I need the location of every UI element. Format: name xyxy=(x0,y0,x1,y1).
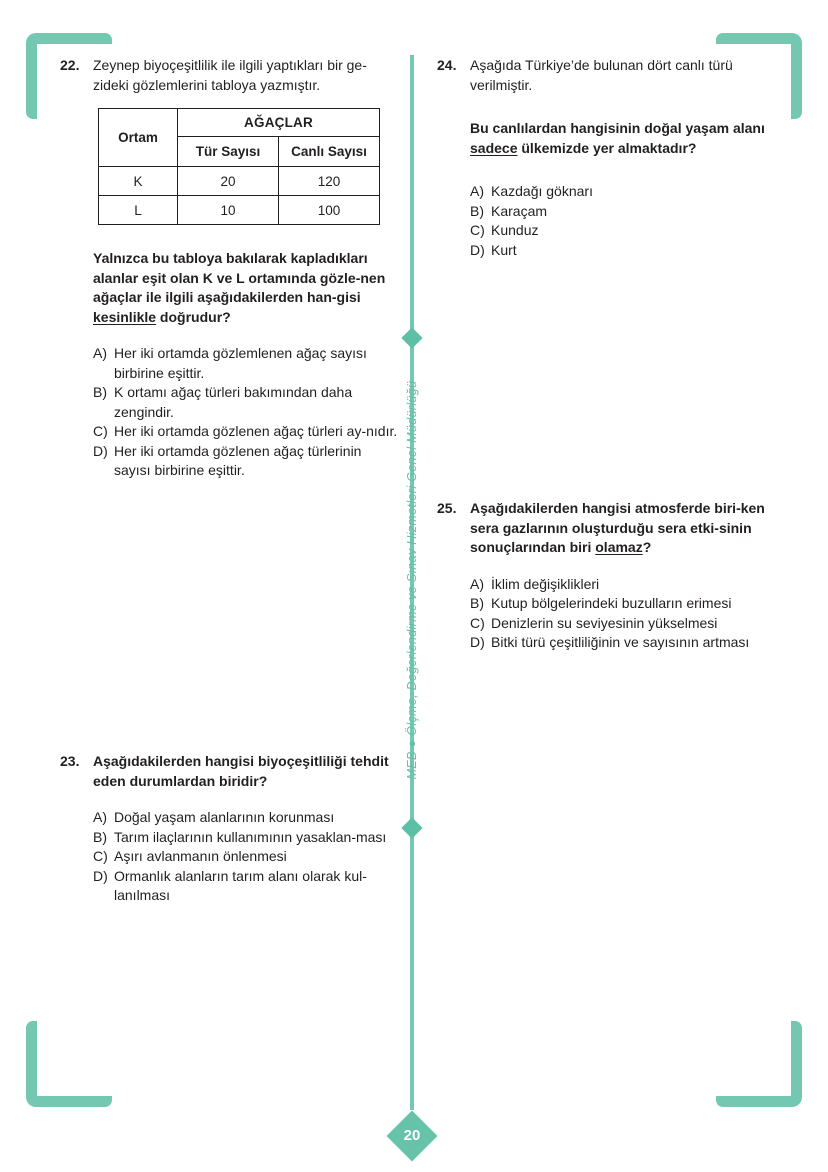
option-b-text: Karaçam xyxy=(491,202,548,219)
option-d-letter: D) xyxy=(470,241,485,258)
table-header-agaclar: AĞAÇLAR xyxy=(178,109,380,137)
question-25-prompt-part2: ? xyxy=(642,539,652,555)
option-c-letter: C) xyxy=(93,848,108,864)
page-number-badge xyxy=(387,1111,438,1162)
question-24-prompt-part1: Bu canlılardan hangisinin doğal yaşam alanı xyxy=(470,120,765,136)
divider-diamond-marker-top xyxy=(401,327,422,348)
publisher-vertical-text: MEB ● Ölçme, Değerlendirme ve Sınav Hizmetleri Genel Müdürlüğü xyxy=(405,380,419,780)
question-25-prompt-emphasis: olamaz xyxy=(595,539,643,555)
option-b-letter: B) xyxy=(93,384,107,400)
table-cell-organisms: 120 xyxy=(279,167,380,196)
option-a-text: Kazdağı göknarı xyxy=(491,183,593,199)
table-cell-organisms: 100 xyxy=(279,196,380,225)
question-22-prompt-part1: Yalnızca bu tabloya bakılarak kapladıkları alanlar eşit olan K ve L ortamında gözle-nen ağaçlar ile ilgili aşağıdakilerden han-gisi xyxy=(93,250,386,305)
trees-observation-table xyxy=(98,108,380,225)
option-a[interactable] xyxy=(93,808,398,828)
question-22 xyxy=(60,56,398,481)
question-24-prompt xyxy=(470,119,775,158)
option-c-text: Denizlerin su seviyesinin yükselmesi xyxy=(491,614,718,631)
question-23-options xyxy=(93,808,398,906)
option-b-letter: B) xyxy=(470,595,484,611)
option-a-letter: A) xyxy=(470,575,484,592)
option-d-text: Ormanlık alanların tarım alanı olarak kul-lanılması xyxy=(114,867,367,903)
option-d-text: Bitki türü çeşitliliğinin ve sayısının artması xyxy=(491,634,750,650)
option-a[interactable] xyxy=(470,182,775,202)
question-22-prompt-emphasis: kesinlikle xyxy=(93,308,157,325)
table-cell-species: 10 xyxy=(178,196,279,225)
left-column xyxy=(60,56,398,903)
option-c-text: Kunduz xyxy=(491,222,539,238)
table-header-tur-sayisi: Tür Sayısı xyxy=(178,137,279,167)
question-22-options xyxy=(93,344,398,481)
option-a[interactable] xyxy=(470,575,775,595)
question-22-prompt xyxy=(93,249,398,327)
table-header-ortam: Ortam xyxy=(99,109,178,167)
question-23 xyxy=(60,752,398,906)
option-b-letter: B) xyxy=(93,828,107,845)
option-c-text: Aşırı avlanmanın önlenmesi xyxy=(114,848,287,864)
page-number-label: 20 xyxy=(403,1127,421,1144)
option-d-letter: D) xyxy=(93,442,108,459)
option-a-letter: A) xyxy=(93,809,107,825)
question-23-number: 23. xyxy=(60,753,80,769)
table-row xyxy=(99,196,380,225)
question-24-number: 24. xyxy=(437,57,457,73)
option-a-text: Her iki ortamda gözlemlenen ağaç sayısı birbirine eşittir. xyxy=(114,345,367,381)
question-24 xyxy=(437,56,775,260)
option-b-text: Kutup bölgelerindeki buzulların erimesi xyxy=(491,595,732,611)
table-header-row-1 xyxy=(99,109,380,137)
table-cell-env: K xyxy=(99,167,178,196)
option-a-letter: A) xyxy=(470,183,484,199)
option-b[interactable] xyxy=(470,594,775,614)
table-header-canli-sayisi: Canlı Sayısı xyxy=(279,137,380,167)
option-d[interactable] xyxy=(470,633,775,653)
question-24-options xyxy=(470,182,775,260)
option-d-letter: D) xyxy=(470,634,485,650)
table-cell-env: L xyxy=(99,196,178,225)
option-b[interactable] xyxy=(93,828,398,848)
option-d[interactable] xyxy=(93,867,398,906)
option-b[interactable] xyxy=(470,202,775,222)
question-24-prompt-part2: ülkemizde yer almaktadır? xyxy=(517,139,697,156)
option-c-letter: C) xyxy=(470,222,485,238)
question-25 xyxy=(437,499,775,653)
option-a-text: İklim değişiklikleri xyxy=(491,575,600,592)
table-cell-species: 20 xyxy=(178,167,279,196)
option-d[interactable] xyxy=(470,241,775,261)
option-b-text: K ortamı ağaç türleri bakımından daha zengindir. xyxy=(114,384,353,420)
right-column xyxy=(437,56,775,650)
option-a-letter: A) xyxy=(93,345,107,361)
question-22-intro: Zeynep biyoçeşitlilik ile ilgili yaptıkları bir ge-zideki gözlemlerini tabloya yazmıştır. xyxy=(93,57,367,93)
option-b-letter: B) xyxy=(470,202,484,219)
option-d[interactable] xyxy=(93,442,398,481)
question-25-prompt xyxy=(470,499,775,558)
option-c[interactable] xyxy=(93,422,398,442)
table-row xyxy=(99,167,380,196)
question-22-table-wrapper xyxy=(98,108,398,225)
question-24-prompt-emphasis: sadece xyxy=(470,139,518,156)
option-c[interactable] xyxy=(93,847,398,867)
option-d-text: Her iki ortamda gözlenen ağaç türlerinin sayısı birbirine eşittir. xyxy=(114,442,362,478)
option-c-letter: C) xyxy=(93,423,108,439)
option-c[interactable] xyxy=(470,614,775,634)
option-a-text: Doğal yaşam alanlarının korunması xyxy=(114,809,335,825)
option-c[interactable] xyxy=(470,221,775,241)
option-c-text: Her iki ortamda gözlenen ağaç türleri ay-nıdır. xyxy=(114,423,398,439)
question-25-number: 25. xyxy=(437,500,457,516)
option-c-letter: C) xyxy=(470,614,485,631)
question-25-options xyxy=(470,575,775,653)
option-b-text: Tarım ilaçlarının kullanımının yasaklan-ması xyxy=(114,828,387,845)
option-a[interactable] xyxy=(93,344,398,383)
option-d-letter: D) xyxy=(93,867,108,884)
divider-diamond-marker-bottom xyxy=(401,817,422,838)
option-d-text: Kurt xyxy=(491,241,517,258)
question-22-prompt-part2: doğrudur? xyxy=(156,308,231,325)
option-b[interactable] xyxy=(93,383,398,422)
corner-bracket-bottom-left xyxy=(26,1021,112,1107)
question-23-prompt: Aşağıdakilerden hangisi biyoçeşitliliği tehdit eden durumlardan biridir? xyxy=(93,753,389,789)
question-22-number: 22. xyxy=(60,57,80,73)
corner-bracket-bottom-right xyxy=(716,1021,802,1107)
question-25-prompt-part1: Aşağıdakilerden hangisi atmosferde biri-ken sera gazlarının oluşturduğu sera etki-sinin sonuçlarından biri xyxy=(470,500,765,555)
question-24-intro: Aşağıda Türkiye’de bulunan dört canlı türü verilmiştir. xyxy=(470,57,733,93)
